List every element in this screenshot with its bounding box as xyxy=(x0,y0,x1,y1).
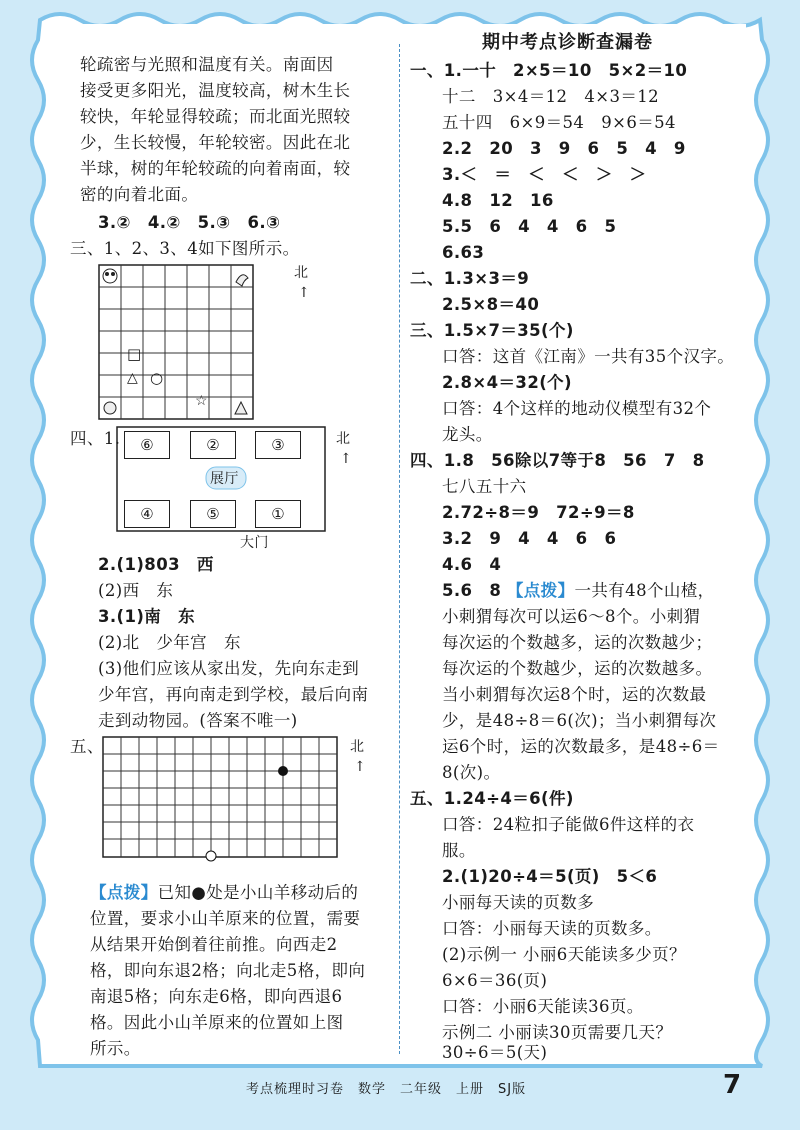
text-line: 2.(1)803 西 xyxy=(98,555,214,574)
section-five-label: 五、 xyxy=(70,737,104,756)
text-line: 半球，树的年轮较疏的向着南面，较 xyxy=(80,159,351,178)
text-line: 2.5×8＝40 xyxy=(442,295,540,314)
panda-icon xyxy=(103,269,117,283)
room-6: ⑥ xyxy=(124,431,170,459)
page-number: 7 xyxy=(723,1070,742,1100)
text-line: 8(次)。 xyxy=(442,763,501,782)
text-line: 5.5 6 4 4 6 5 xyxy=(442,217,617,236)
text-line: 口答：这首《江南》一共有35个汉字。 xyxy=(442,347,735,366)
room-5: ⑤ xyxy=(190,500,236,528)
text-line: (2)西 东 xyxy=(98,581,174,600)
text-line: 五十四 6×9＝54 9×6＝54 xyxy=(442,113,676,132)
hint-label: 【点拨】 xyxy=(90,883,158,902)
hint-label: 【点拨】 xyxy=(506,581,575,600)
hall-label: 展厅 xyxy=(210,471,239,487)
page-title: 期中考点诊断查漏卷 xyxy=(482,32,653,53)
room-1: ① xyxy=(255,500,301,528)
gate-label: 大门 xyxy=(240,535,269,551)
column-divider xyxy=(399,44,400,1054)
text-line: 接受更多阳光，温度较高，树木生长 xyxy=(80,81,351,100)
text-line: 一、1.一十 2×5＝10 5×2＝10 xyxy=(410,61,688,80)
text-line: 三、1.5×7＝35(个) xyxy=(410,321,574,340)
text-line: 3.(1)南 东 xyxy=(98,607,196,626)
text-line: 少年宫，再向南走到学校，最后向南 xyxy=(98,685,369,704)
text-line: 6.63 xyxy=(442,243,485,262)
text-line: 每次运的个数越多，运的次数越少； xyxy=(442,633,713,652)
hint-line: 5.6 8 【点拨】一共有48个山楂， xyxy=(442,581,715,600)
text-line: 30÷6＝5(天) xyxy=(442,1043,548,1062)
text-line: 口答：24粒扣子能做6件这样的衣 xyxy=(442,815,695,834)
north-label: 北 xyxy=(336,431,351,447)
footer-text: 考点梳理时习卷 数学 二年级 上册 SJ版 xyxy=(246,1082,527,1097)
text-line: 轮疏密与光照和温度有关。南面因 xyxy=(80,55,334,74)
answers-line: 3.② 4.② 5.③ 6.③ xyxy=(98,213,281,232)
text-line: 密的向着北面。 xyxy=(80,185,199,204)
star-symbol: ☆ xyxy=(195,393,208,409)
text-line: 当小刺猬每次运8个时，运的次数最 xyxy=(442,685,707,704)
final-position-dot xyxy=(278,766,288,776)
text-line: 小丽每天读的页数多 xyxy=(442,893,595,912)
text-line: 较快，年轮显得较疏；而北面光照较 xyxy=(80,107,351,126)
north-arrow-icon: ↑ xyxy=(340,451,353,467)
dog-icon xyxy=(104,402,116,414)
text-line: 从结果开始倒着往前推。向西走2 xyxy=(90,935,338,954)
text-line: 2.72÷8＝9 72÷9＝8 xyxy=(442,503,635,522)
text-line: 3.＜ ＝ ＜ ＜ ＞ ＞ xyxy=(442,165,647,184)
text-line: 口答：小丽每天读的页数多。 xyxy=(442,919,662,938)
text-line: 3.2 9 4 4 6 6 xyxy=(442,529,617,548)
text-line: 格，即向东退2格；向北走5格，即向 xyxy=(90,961,366,980)
grid-diagram-1 xyxy=(98,264,258,424)
text-line: 示例二 小丽读30页需要几天？ xyxy=(442,1023,673,1042)
text-line: 所示。 xyxy=(90,1039,141,1058)
north-arrow-icon: ↑ xyxy=(354,759,367,775)
answer-page xyxy=(52,24,746,1064)
text-line: 五、1.24÷4＝6(件) xyxy=(410,789,574,808)
fox-icon xyxy=(235,402,247,414)
text-line: 四、1.8 56除以7等于8 56 7 8 xyxy=(410,451,705,470)
text-line: 七八五十六 xyxy=(442,477,527,496)
section-three-label: 三、1、2、3、4如下图所示。 xyxy=(70,239,300,258)
text-line: 格。因此小山羊原来的位置如上图 xyxy=(90,1013,344,1032)
text-line: 运6个时，运的次数最多，是48÷6＝ xyxy=(442,737,720,756)
text-line: 6×6＝36(页) xyxy=(442,971,548,990)
grid-diagram-2 xyxy=(102,736,342,862)
text-line: 服。 xyxy=(442,841,476,860)
text-line: 南退5格；向东走6格，即向西退6 xyxy=(90,987,343,1006)
bird-icon xyxy=(236,275,248,286)
text-line: 十二 3×4＝12 4×3＝12 xyxy=(442,87,660,106)
text-line: 4.6 4 xyxy=(442,555,502,574)
text-line: 口答：小丽6天能读36页。 xyxy=(442,997,644,1016)
circle-symbol: ○ xyxy=(150,369,164,387)
section-four-label: 四、1. xyxy=(70,429,121,448)
text-line: 小刺猬每次可以运6～8个。小刺猬 xyxy=(442,607,701,626)
text-line: 2.8×4＝32(个) xyxy=(442,373,572,392)
text-line: (2)北 少年宫 东 xyxy=(98,633,241,652)
hint-line: 【点拨】已知●处是小山羊移动后的 xyxy=(90,883,359,902)
room-3: ③ xyxy=(255,431,301,459)
text-line: 每次运的个数越少，运的次数越多。 xyxy=(442,659,713,678)
text-line: 走到动物园。(答案不唯一) xyxy=(98,711,298,730)
north-label: 北 xyxy=(294,265,309,281)
text-line: 位置，要求小山羊原来的位置，需要 xyxy=(90,909,361,928)
text-line: 少，生长较慢，年轮较密。因此在北 xyxy=(80,133,351,152)
triangle-symbol: △ xyxy=(127,370,139,386)
start-position-dot xyxy=(206,851,216,861)
north-arrow-icon: ↑ xyxy=(298,285,311,301)
text-line: 龙头。 xyxy=(442,425,493,444)
north-label: 北 xyxy=(350,739,365,755)
text-line: 2.(1)20÷4＝5(页) 5＜6 xyxy=(442,867,658,886)
text-line: (2)示例一 小丽6天能读多少页？ xyxy=(442,945,686,964)
text-line: 二、1.3×3＝9 xyxy=(410,269,530,288)
text-line: 口答：4个这样的地动仪模型有32个 xyxy=(442,399,712,418)
room-4: ④ xyxy=(124,500,170,528)
square-symbol: □ xyxy=(127,345,142,363)
text-line: 少，是48÷8＝6(次)；当小刺猬每次 xyxy=(442,711,717,730)
text-line: 2.2 20 3 9 6 5 4 9 xyxy=(442,139,686,158)
room-2: ② xyxy=(190,431,236,459)
text-line: 4.8 12 16 xyxy=(442,191,554,210)
text-line: (3)他们应该从家出发，先向东走到 xyxy=(98,659,360,678)
